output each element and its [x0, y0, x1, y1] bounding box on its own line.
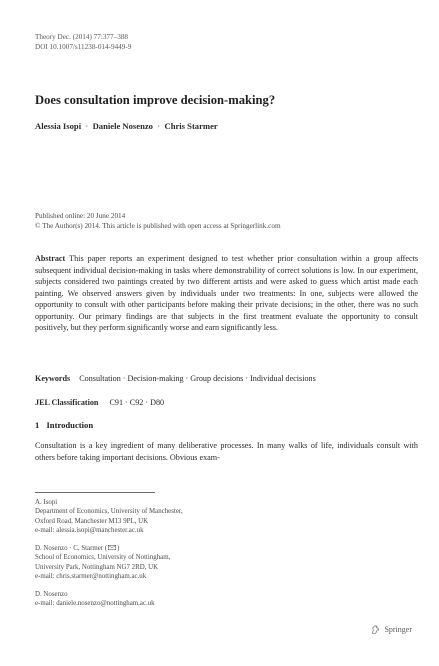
abstract-label: Abstract — [35, 254, 66, 263]
affiliation-name: D. Nosenzo — [35, 591, 68, 598]
abstract — [35, 253, 418, 334]
publisher-name: Springer — [384, 625, 412, 634]
author-name: Alessia Isopi — [35, 121, 82, 131]
section-title: Introduction — [46, 420, 94, 430]
jel-classification — [35, 398, 164, 407]
keywords-label: Keywords — [35, 374, 71, 383]
springer-horse-logo-icon — [370, 624, 381, 635]
envelope-icon — [108, 545, 116, 550]
author-name: Chris Starmer — [164, 121, 218, 131]
affiliation-block — [35, 590, 155, 609]
author-separator: · — [157, 121, 161, 131]
affiliation-email[interactable]: e-mail: daniele.nosenzo@nottingham.ac.uk — [35, 600, 155, 608]
publication-info — [35, 212, 281, 231]
paper-title: Does consultation improve decision-making? — [35, 93, 276, 107]
author-list — [35, 121, 218, 131]
published-online: Published online: 20 June 2014 — [35, 212, 126, 220]
doi: DOI 10.1007/s11238-014-9449-9 — [35, 42, 132, 51]
affiliation-email[interactable]: e-mail: alessia.isopi@manchester.ac.uk — [35, 526, 144, 534]
section-heading — [35, 420, 93, 430]
jel-codes: C91 · C92 · D80 — [109, 398, 165, 407]
publisher-mark — [370, 624, 412, 635]
affiliation-department: Department of Economics, University of Manchester, — [35, 508, 183, 516]
affiliation-address: Oxford Road, Manchester M13 9PL, UK — [35, 517, 149, 525]
keywords — [35, 374, 316, 383]
affiliation-department: School of Economics, University of Nottingham, — [35, 554, 171, 562]
introduction-paragraph: Consultation is a key ingredient of many deliberative processes. In many walks of life, individuals consult with others before taking important decisions. Obvious exam- — [35, 441, 418, 462]
author-name: Daniele Nosenzo — [92, 121, 153, 131]
abstract-text: This paper reports an experiment designed to test whether prior consultation within a group affects subsequent individual decision-making in tasks where demonstrability of correct solutions is low. In our experiment, subjects considered two paintings created by two different artists and were asked to guess which artist made each painting. We observed answers given by individuals under two treatments: In one, subjects were allowed the opportunity to consult with other participants before making their private decisions; in the other, there was no such opportunity. Our primary findings are that subjects in the first treatment evaluate the opportunity to consult positively, but they perform significantly worse and earn significantly less. — [35, 254, 418, 333]
affiliation-block — [35, 544, 170, 581]
affiliation-block — [35, 498, 183, 535]
journal-citation: Theory Dec. (2014) 77:377–388 — [35, 33, 129, 41]
author-separator: · — [85, 121, 89, 131]
section-number: 1 — [35, 420, 40, 430]
jel-label: JEL Classification — [35, 398, 99, 407]
affiliation-name: D. Nosenzo · C. Starmer ( ) — [35, 545, 120, 552]
copyright-notice: © The Author(s) 2014. This article is published with open access at Springerlink.com — [35, 221, 281, 230]
journal-reference — [35, 33, 131, 52]
keywords-text: Consultation · Decision-making · Group decisions · Individual decisions — [79, 374, 316, 383]
affiliation-email[interactable]: e-mail: chris.starmer@nottingham.ac.uk — [35, 572, 147, 580]
affiliation-name: A. Isopi — [35, 499, 58, 506]
footnote-divider — [35, 492, 155, 493]
affiliation-address: University Park, Nottingham NG7 2RD, UK — [35, 563, 159, 571]
